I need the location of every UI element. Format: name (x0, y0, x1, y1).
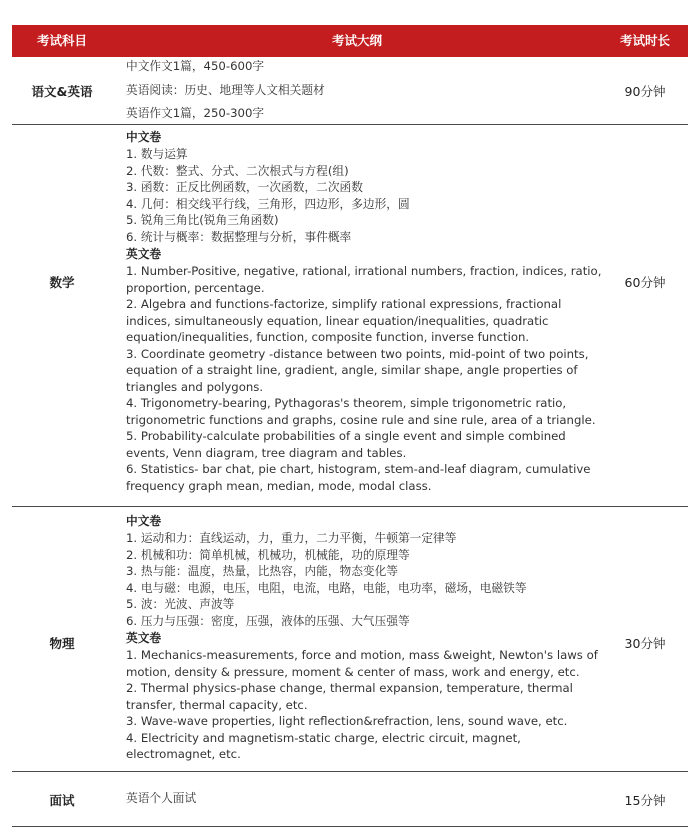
outline-cell (126, 128, 606, 494)
section-title-english: 英文卷 (126, 247, 162, 261)
outline-item: 1. 运动和力：直线运动，力，重力，二力平衡，牛顿第一定律等 (126, 531, 457, 545)
outline-item: 2. Algebra and functions-factorize, simplify rational expressions, fractional indices, simultaneously equation, linear equation/inequalities, quadratic equation/inequalities, function, composite function, inverse function. (126, 297, 562, 344)
table-row-chinese-english (12, 57, 688, 125)
outline-line: 中文作文1篇，450-600字 (126, 59, 265, 73)
outline-item: 1. Mechanics-measurements, force and motion, mass &weight, Newton's laws of motion, density & pressure, moment & center of mass, work and energy, etc. (126, 648, 598, 679)
outline-item: 2. 代数：整式、分式、二次根式与方程(组) (126, 163, 349, 178)
outline-line: 英语作文1篇，250-300字 (126, 106, 265, 120)
outline-cell (126, 787, 606, 811)
duration-cell: 15分钟 (624, 793, 666, 808)
table-row-physics (12, 507, 688, 772)
section-title-chinese: 中文卷 (126, 514, 162, 528)
outline-item: 3. Wave-wave properties, light reflection&refraction, lens, sound wave, etc. (126, 714, 568, 728)
subject-cell: 数学 (49, 275, 75, 290)
subject-cell: 语文&英语 (31, 84, 93, 99)
duration-cell: 90分钟 (624, 84, 666, 99)
outline-line: 英语个人面试 (126, 791, 197, 805)
outline-item: 4. Trigonometry-bearing, Pythagoras's theorem, simple trigonometric ratio, trigonometric functions and graphs, cosine rule and sine rule, area of a triangle. (126, 396, 596, 427)
outline-item: 4. Electricity and magnetism-static charge, electric circuit, magnet, electromagnet, etc. (126, 730, 521, 761)
outline-item: 5. Probability-calculate probabilities of a single event and simple combined events, Venn diagram, tree diagram and tables. (126, 429, 566, 460)
section-title-english: 英文卷 (126, 631, 162, 645)
outline-item: 3. Coordinate geometry -distance between two points, mid-point of two points, equation of a straight line, gradient, angle, similar shape, angle properties of triangles and polygons. (126, 346, 589, 394)
outline-item: 4. 电与磁：电源，电压，电阻，电流，电路，电能，电功率，磁场，电磁铁等 (126, 580, 527, 595)
subject-cell: 物理 (49, 636, 75, 651)
header-outline: 考试大纲 (331, 33, 382, 48)
table-row-interview (12, 772, 688, 827)
outline-item: 5. 波：光波、声波等 (126, 597, 235, 611)
outline-item: 3. 函数：正反比例函数，一次函数，二次函数 (126, 180, 363, 194)
header-subject: 考试科目 (36, 33, 87, 48)
outline-item: 4. 几何：相交线平行线，三角形，四边形，多边形，圆 (126, 196, 410, 211)
duration-cell: 60分钟 (624, 275, 666, 290)
outline-item: 1. Number-Positive, negative, rational, irrational numbers, fraction, indices, ratio, proportion, percentage. (126, 264, 602, 295)
section-title-chinese: 中文卷 (126, 130, 162, 144)
outline-line: 英语阅读：历史、地理等人文相关题材 (126, 82, 325, 97)
outline-item: 5. 锐角三角比(锐角三角函数) (126, 213, 279, 227)
duration-cell: 30分钟 (624, 636, 666, 651)
header-duration: 考试时长 (619, 33, 670, 48)
table-header (12, 25, 688, 57)
outline-item: 6. 压力与压强：密度，压强，液体的压强、大气压强等 (126, 613, 410, 628)
table-row-math (12, 125, 688, 507)
outline-item: 6. 统计与概率：数据整理与分析，事件概率 (126, 229, 352, 244)
outline-item: 6. Statistics- bar chat, pie chart, histogram, stem-and-leaf diagram, cumulative frequency graph mean, median, mode, modal class. (126, 462, 591, 493)
outline-item: 3. 热与能：温度，热量，比热容，内能，物态变化等 (126, 564, 398, 578)
outline-item: 2. Thermal physics-phase change, thermal expansion, temperature, thermal transfer, thermal capacity, etc. (126, 681, 573, 712)
outline-item: 2. 机械和功：简单机械，机械功，机械能，功的原理等 (126, 547, 410, 562)
outline-cell (126, 512, 606, 763)
outline-item: 1. 数与运算 (126, 147, 188, 161)
outline-cell (126, 55, 606, 126)
subject-cell: 面试 (49, 793, 75, 808)
